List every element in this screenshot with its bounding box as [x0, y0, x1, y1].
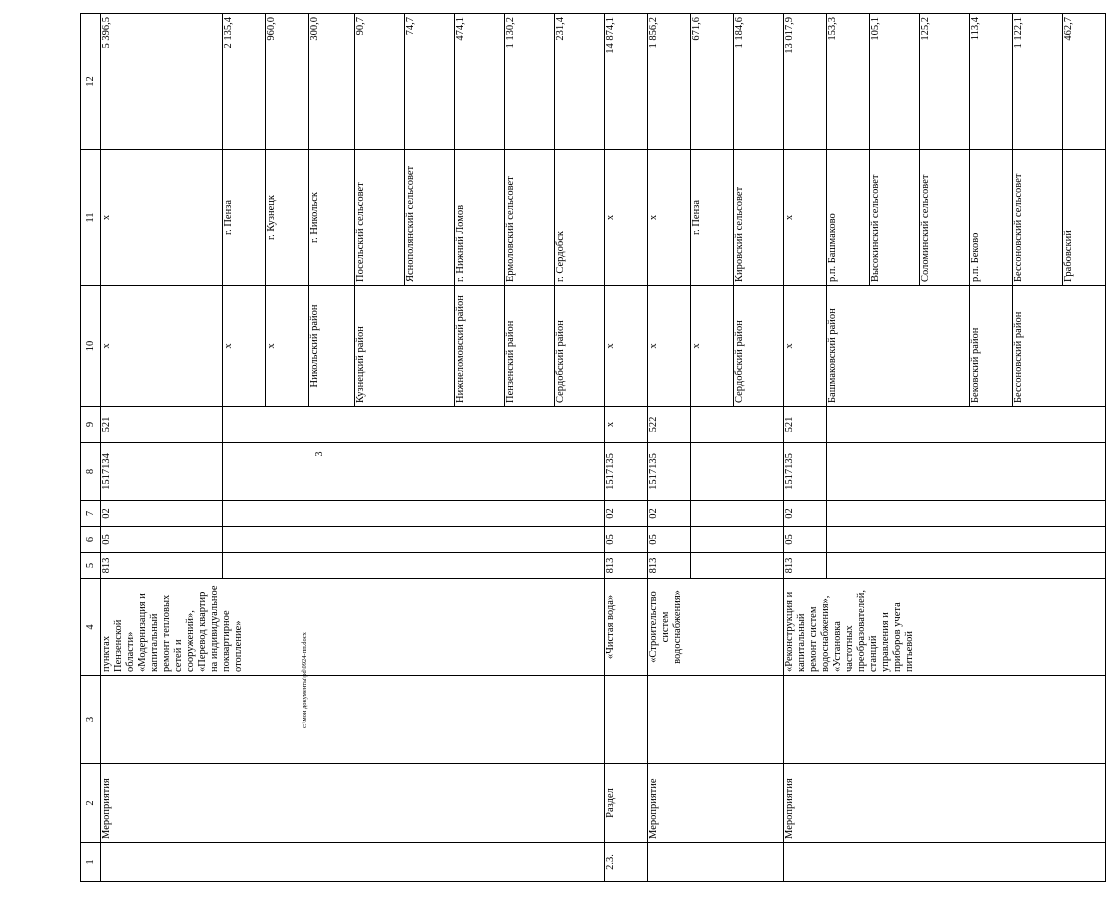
cell-c10: Бековский район [970, 286, 1013, 407]
cell-c11: г. Нижний Ломов [455, 150, 505, 286]
header-cell: 2 [81, 764, 101, 843]
cell-c6: 05 [101, 527, 223, 553]
cell-amount: 960,0 [266, 14, 309, 150]
cell-c10: x [784, 286, 827, 407]
cell-c9: x [605, 407, 648, 443]
table-row [648, 14, 691, 882]
cell-c10: Нижнеломовский район [455, 286, 505, 407]
cell-c7: 02 [648, 501, 691, 527]
cell-c10: x [266, 286, 309, 407]
cell-c10: x [223, 286, 266, 407]
cell-c8: 1517135 [605, 443, 648, 501]
cell-name: пунктах Пензенской области» «Модернизация и капитальный ремонт тепловых сетей и сооружений», «Перевод квартир на индивидуальное поквартирное отопление» [101, 579, 605, 676]
cell-c11: Яснополянский сельсовет [405, 150, 455, 286]
cell-c3 [784, 676, 1106, 764]
header-cell: 4 [81, 579, 101, 676]
cell-c11: г. Сердобск [555, 150, 605, 286]
cell-c11: Ермоловский сельсовет [505, 150, 555, 286]
cell-c5: 813 [605, 553, 648, 579]
cell-c11: р.п. Беково [970, 150, 1013, 286]
cell-amount: 1 130,2 [505, 14, 555, 150]
cell-c11: x [605, 150, 648, 286]
cell-c10: Пензенский район [505, 286, 555, 407]
cell-type: Раздел [605, 764, 648, 843]
cell-num: 2.3. [605, 843, 648, 882]
header-cell: 7 [81, 501, 101, 527]
cell-name: «Реконструкция и капитальный ремонт систем водоснабжения», «Установка частотных преобразователей, станций управления и приборов учета питьевой [784, 579, 1106, 676]
cell-c5: 813 [784, 553, 827, 579]
cell-c7: 02 [605, 501, 648, 527]
cell-c3 [101, 676, 605, 764]
cell-amount: 13 017,9 [784, 14, 827, 150]
header-cell: 12 [81, 14, 101, 150]
cell-c6: 05 [605, 527, 648, 553]
page-number: 3 [314, 451, 325, 457]
cell-amount: 74,7 [405, 14, 455, 150]
cell-c7: 02 [784, 501, 827, 527]
cell-amount: 113,4 [970, 14, 1013, 150]
rotated-table-sheet [80, 14, 1074, 882]
cell-c11: г. Кузнецк [266, 150, 309, 286]
cell-name: «Чистая вода» [605, 579, 648, 676]
cell-amount: 90,7 [355, 14, 405, 150]
file-path-footer: c:\мои документы\pd\0924-пп.docx [301, 632, 308, 728]
header-cell: 8 [81, 443, 101, 501]
cell-amount: 462,7 [1063, 14, 1106, 150]
cell-num [101, 843, 605, 882]
cell-c11: Кировский сельсовет [734, 150, 784, 286]
cell-c11: Посельский сельсовет [355, 150, 405, 286]
cell-c9: 521 [101, 407, 223, 443]
cell-amount: 474,1 [455, 14, 505, 150]
cell-amount: 300,0 [309, 14, 355, 150]
cell-c9: 521 [784, 407, 827, 443]
cell-c11: Грабовский [1063, 150, 1106, 286]
cell-c8: 1517134 [101, 443, 223, 501]
cell-amount: 671,6 [691, 14, 734, 150]
header-cell: 1 [81, 843, 101, 882]
budget-table [80, 13, 1106, 882]
cell-c10: x [605, 286, 648, 407]
table-row [101, 14, 223, 882]
cell-c11: Соломинский сельсовет [920, 150, 970, 286]
cell-c3 [648, 676, 784, 764]
cell-c6: 05 [784, 527, 827, 553]
cell-amount: 5 396,5 [101, 14, 223, 150]
cell-c6: 05 [648, 527, 691, 553]
cell-c10: Башмаковский район [827, 286, 970, 407]
cell-amount: 105,1 [870, 14, 920, 150]
cell-amount: 231,4 [555, 14, 605, 150]
header-cell: 5 [81, 553, 101, 579]
header-row [81, 14, 101, 882]
cell-c10: x [101, 286, 223, 407]
cell-c11: г. Пенза [223, 150, 266, 286]
cell-amount: 153,3 [827, 14, 870, 150]
cell-c10: Никольский район [309, 286, 355, 407]
header-cell: 3 [81, 676, 101, 764]
cell-num [648, 843, 784, 882]
header-cell: 9 [81, 407, 101, 443]
table-row [784, 14, 827, 882]
cell-c8: 1517135 [784, 443, 827, 501]
cell-c5: 813 [101, 553, 223, 579]
header-cell: 11 [81, 150, 101, 286]
cell-amount: 1 856,2 [648, 14, 691, 150]
cell-c10: x [648, 286, 691, 407]
cell-amount: 2 135,4 [223, 14, 266, 150]
cell-c7: 02 [101, 501, 223, 527]
cell-c10: Кузнецкий район [355, 286, 455, 407]
cell-type: Мероприятия [101, 764, 605, 843]
cell-c11: р.п. Башмаково [827, 150, 870, 286]
cell-c5: 813 [648, 553, 691, 579]
cell-amount: 14 874,1 [605, 14, 648, 150]
cell-c9: 522 [648, 407, 691, 443]
cell-num [784, 843, 1106, 882]
cell-c3 [605, 676, 648, 764]
cell-c11: x [648, 150, 691, 286]
header-cell: 6 [81, 527, 101, 553]
cell-c10: x [691, 286, 734, 407]
cell-c10: Сердобский район [734, 286, 784, 407]
cell-name: «Строительство систем водоснабжения» [648, 579, 784, 676]
cell-c11: x [101, 150, 223, 286]
cell-c11: г. Пенза [691, 150, 734, 286]
cell-amount: 1 184,6 [734, 14, 784, 150]
table-row [605, 14, 648, 882]
cell-c10: Бессоновский район [1013, 286, 1106, 407]
cell-amount: 125,2 [920, 14, 970, 150]
cell-c8: 1517135 [648, 443, 691, 501]
cell-c11: Бессоновский сельсовет [1013, 150, 1063, 286]
cell-type: Мероприятия [784, 764, 1106, 843]
cell-amount: 1 122,1 [1013, 14, 1063, 150]
header-cell: 10 [81, 286, 101, 407]
cell-type: Мероприятие [648, 764, 784, 843]
cell-c10: Сердобский район [555, 286, 605, 407]
cell-c11: x [784, 150, 827, 286]
cell-c11: Высокинский сельсовет [870, 150, 920, 286]
cell-c11: г. Никольск [309, 150, 355, 286]
